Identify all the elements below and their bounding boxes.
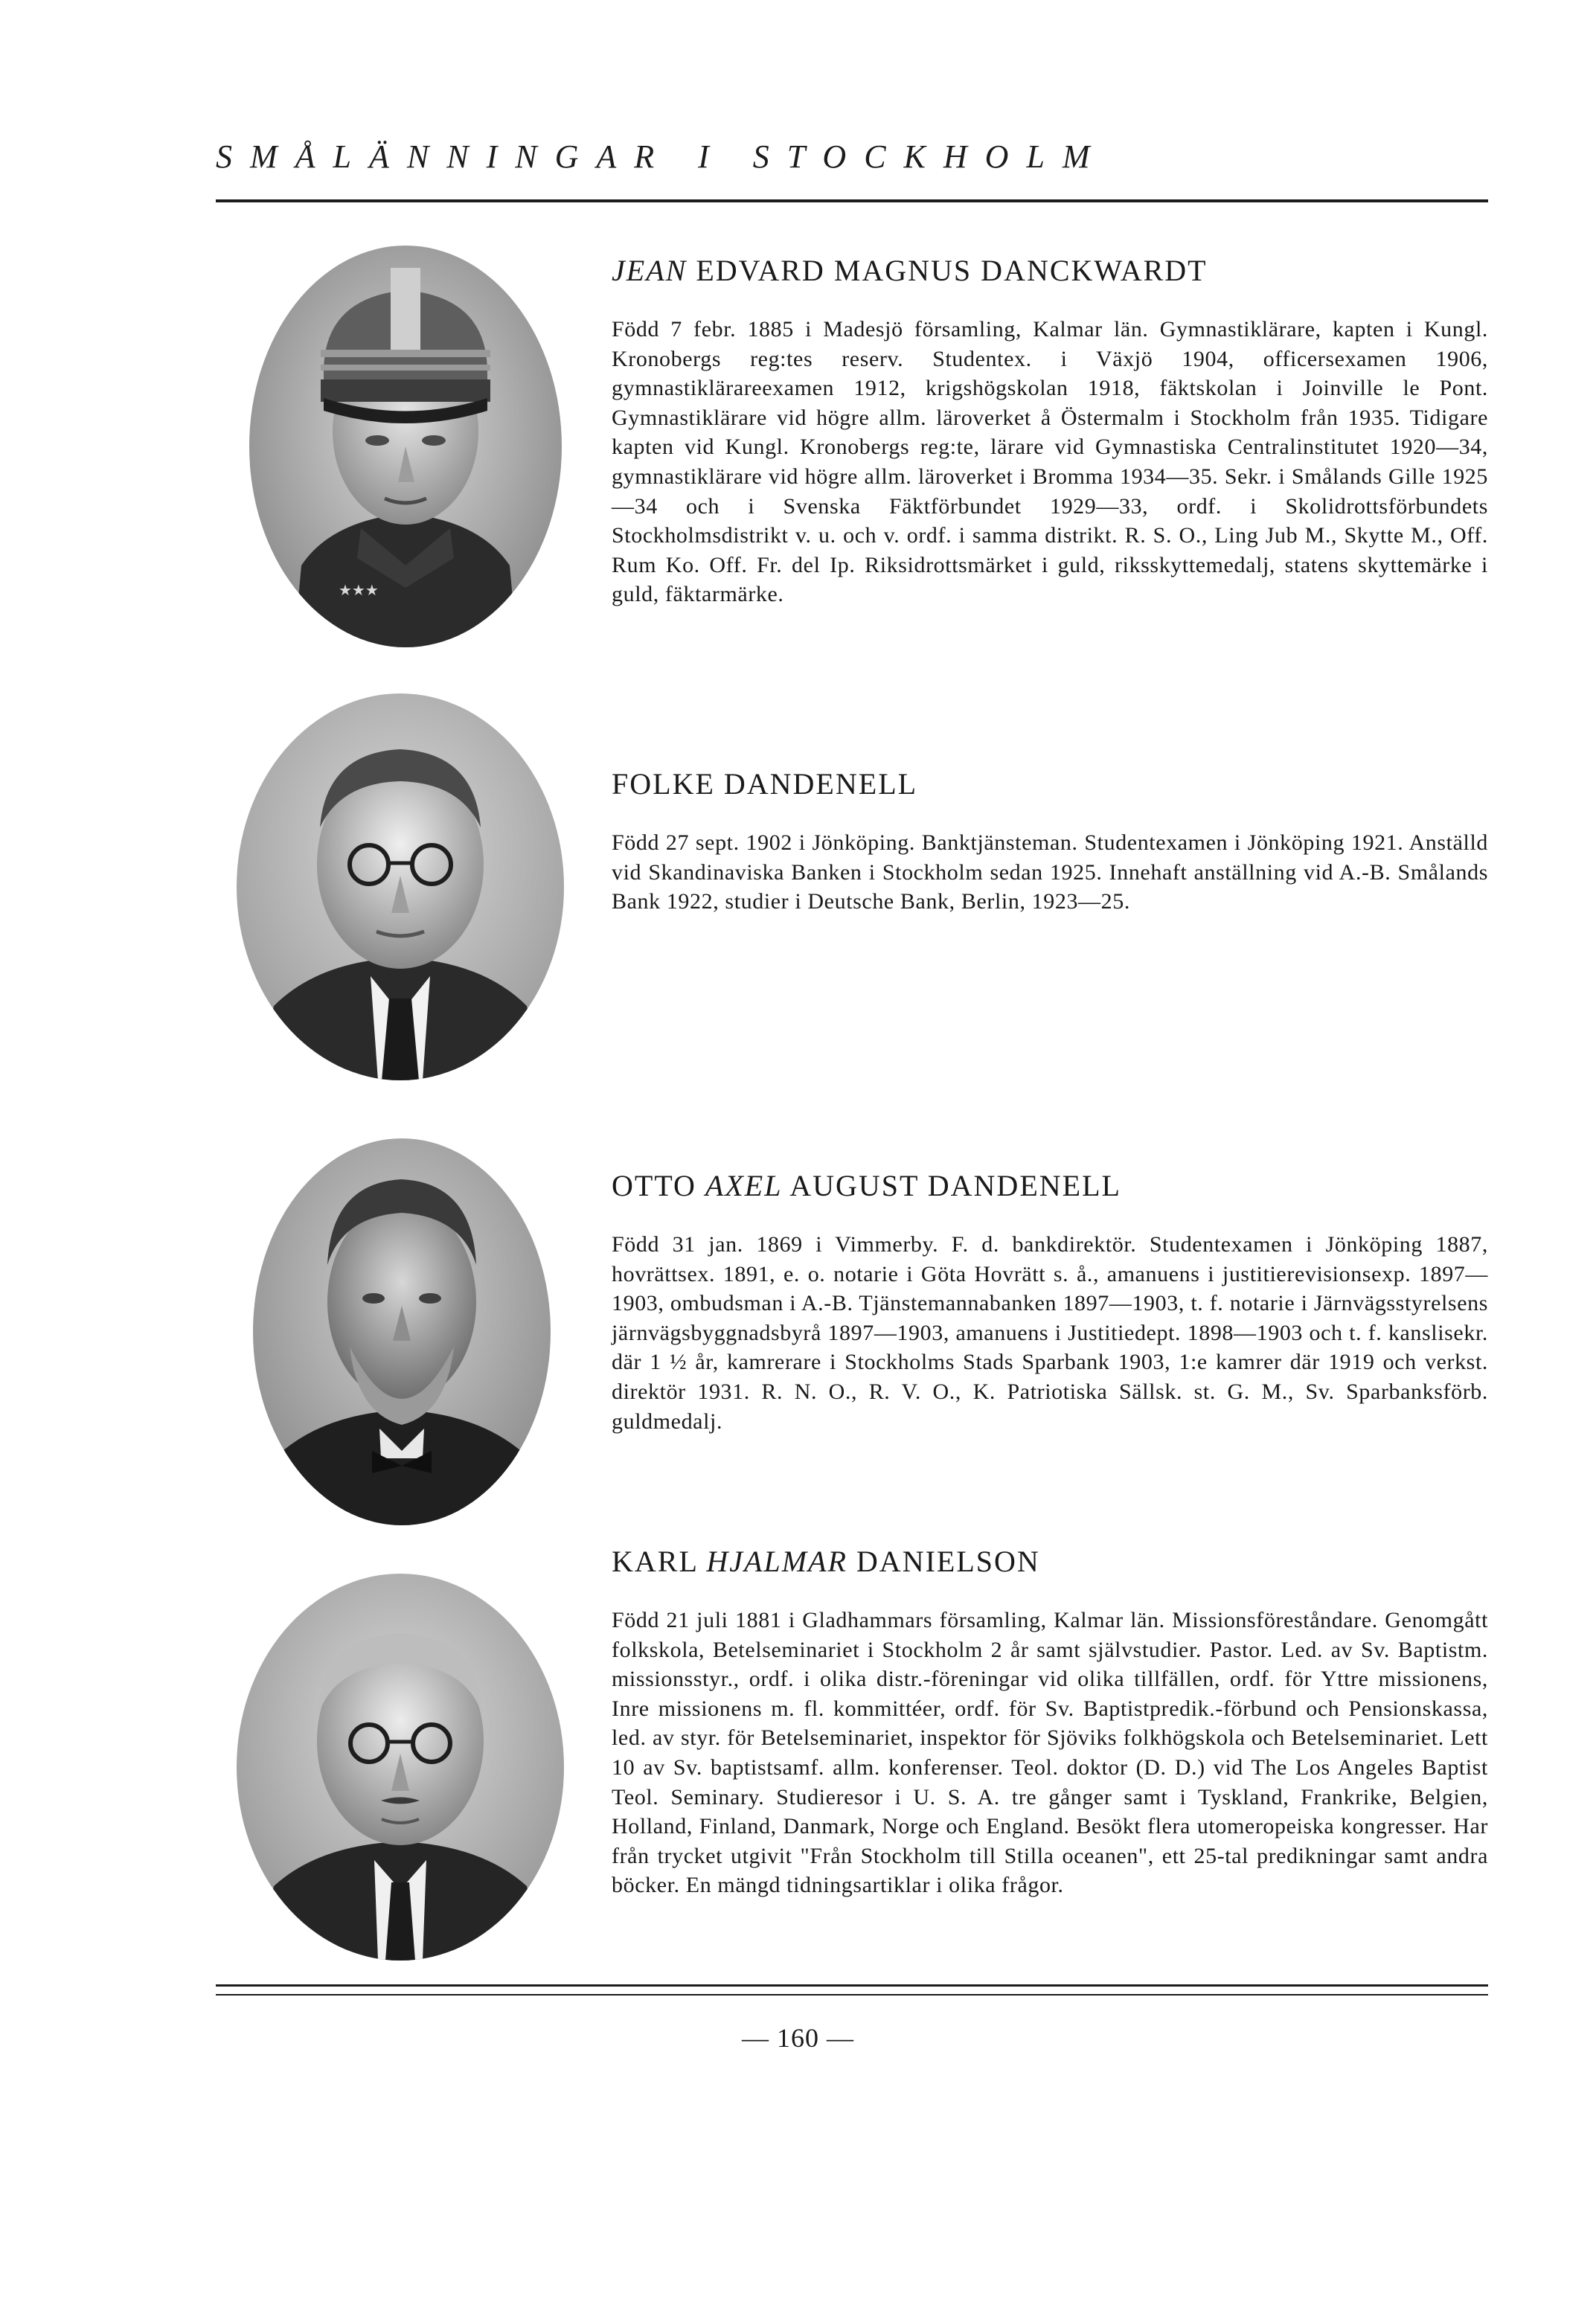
entry-name [612,1544,1488,1579]
entry-name-part: DANIELSON [847,1545,1040,1578]
entry-name [612,253,1488,288]
entry-name [612,1168,1488,1203]
entry-name-part: AUGUST DANDENELL [782,1169,1121,1202]
footer-rule-thin [216,1994,1488,1996]
biography-entry [612,1168,1488,1436]
footer-rule [216,1984,1488,1987]
portrait-folke-dandenell [237,693,564,1080]
entry-body: Född 21 juli 1881 i Gladhammars församling, Kalmar län. Missionsföreståndare. Genomgått folkskola, Betelseminariet i Stockholm 2 år samt självstudier. Pastor. Led. av Sv. Baptistm. missionsstyr., ordf. i olika distr.-föreningar vid olika tillfällen, ordf. för Yttre missionens, Inre missionens m. fl. kommittéer, ordf. för Sv. Baptistpredik.-förbund och Pensionskassa, led. av styr. för Betelseminariet, inspektor för Sjöviks folkhögskola och Betelseminariet. Lett 10 av Sv. baptistsamf. allm. konferenser. Teol. doktor (D. D.) vid The Los Angeles Baptist Teol. Seminary. Studieresor i U. S. A. tre gånger samt i Tyskland, Frankrike, Belgien, Holland, Finland, Danmark, Norge och England. Besökt flera utomeropeiska kongresser. Har från trycket utgivit "Från Stockholm till Stilla oceanen", ett 25-tal predikningar samt andra böcker. En mängd tidningsartiklar i olika frågor. [612,1608,1488,1898]
entry-name-part: EDVARD MAGNUS DANCKWARDT [687,254,1208,287]
svg-text:★★★: ★★★ [339,581,379,599]
entry-name-part: KARL [612,1545,707,1578]
page-number: — 160 — [742,2023,854,2053]
entry-name-part: AXEL [705,1169,783,1202]
biography-entry [612,766,1488,917]
entry-body: Född 27 sept. 1902 i Jönköping. Banktjänsteman. Studentexamen i Jönköping 1921. Anställd vid Skandinaviska Banken i Stockholm sedan 1925. Innehaft anställning vid A.-B. Smålands Bank 1922, studier i Deutsche Bank, Berlin, 1923—25. [612,830,1488,914]
portrait-axel-dandenell [253,1138,551,1525]
running-head: SMÅLÄNNINGAR I STOCKHOLM [216,138,1108,175]
header-rule [216,199,1488,202]
biography-entry [612,1544,1488,1900]
portrait-hjalmar-danielson [237,1574,564,1961]
entry-name-part: FOLKE DANDENELL [612,767,918,801]
biography-entry [612,253,1488,609]
entry-name-part: OTTO [612,1169,705,1202]
entry-name-part: HJALMAR [706,1545,847,1578]
entry-body: Född 31 jan. 1869 i Vimmerby. F. d. bankdirektör. Studentexamen i Jönköping 1887, hovrättsex. 1891, e. o. notarie i Göta Hovrätt s. å., amanuens i justitierevisionsexp. 1897—1903, ombudsman i A.-B. Tjänstemannabanken 1897—1903, t. f. notarie i Järnvägsstyrelsens järnvägsbyggnadsbyrå 1897—1903, amanuens i Justitiedept. 1898—1903 och t. f. kanslisekr. där 1 ½ år, kamrerare i Stockholms Stads Sparbank 1903, 1:e kamrer där 1919 och verkst. direktör 1931. R. N. O., R. V. O., K. Patriotiska Sällsk. st. G. M., Sv. Sparbanksförb. guldmedalj. [612,1232,1488,1434]
portrait-danckwardt [249,246,562,647]
entry-body: Född 7 febr. 1885 i Madesjö församling, Kalmar län. Gymnastiklärare, kapten i Kungl. Kronobergs reg:tes reserv. Studentex. i Växjö 1904, officersexamen 1906, gymnastiklärareexamen 1912, krigshögskolan 1918, fäktskolan i Joinville le Pont. Gymnastiklärare vid högre allm. läroverket å Östermalm i Stockholm från 1935. Tidigare kapten vid Kungl. Kronobergs reg:te, lärare vid Gymnastiska Centralinstitutet 1920—34, gymnastiklärare vid högre allm. läroverket i Bromma 1934—35. Sekr. i Smålands Gille 1925—34 och i Svenska Fäktförbundet 1929—33, ordf. i Skolidrottsförbundets Stockholmsdistrikt v. u. och v. ordf. i samma distrikt. R. S. O., Ling Jub M., Skytte M., Off. Rum Ko. Off. Fr. del Ip. Riksidrottsmärket i guld, riksskyttemedalj, statens skyttemärke i guld, fäktarmärke. [612,317,1488,607]
entry-name-part: JEAN [612,254,688,287]
entry-name [612,766,1488,801]
